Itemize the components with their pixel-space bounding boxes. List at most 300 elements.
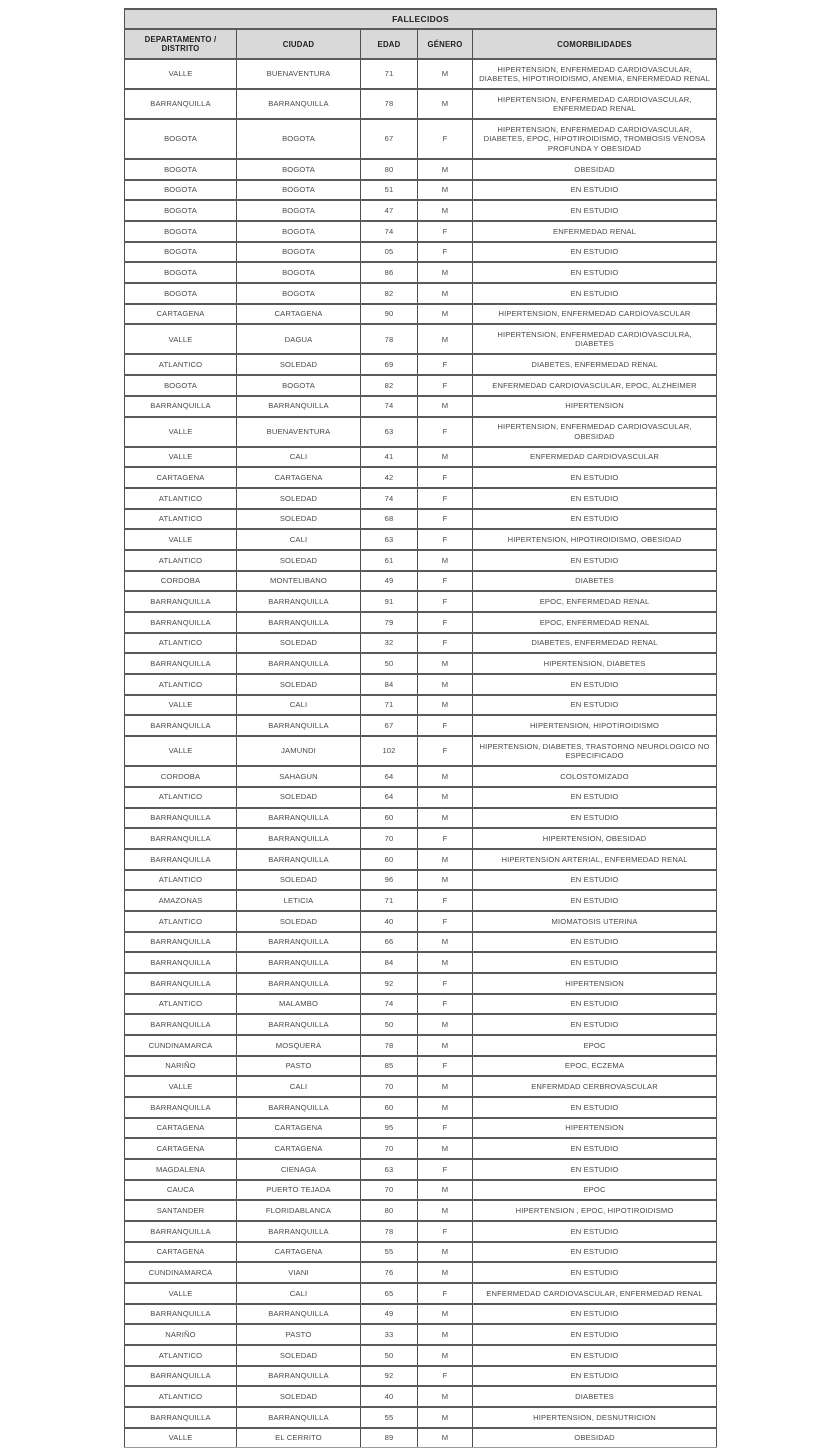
cell-ciudad: BARRANQUILLA xyxy=(237,653,361,674)
cell-comorbilidades: EN ESTUDIO xyxy=(473,1366,717,1387)
cell-ciudad: BARRANQUILLA xyxy=(237,973,361,994)
cell-departamento: BARRANQUILLA xyxy=(125,808,237,829)
cell-ciudad: MONTELIBANO xyxy=(237,571,361,592)
cell-comorbilidades: EN ESTUDIO xyxy=(473,994,717,1015)
cell-comorbilidades: EN ESTUDIO xyxy=(473,1097,717,1118)
table-row xyxy=(125,1056,717,1077)
cell-edad: 41 xyxy=(361,447,418,468)
cell-genero: M xyxy=(418,396,473,417)
cell-genero: F xyxy=(418,911,473,932)
cell-comorbilidades: HIPERTENSION , EPOC, HIPOTIROIDISMO xyxy=(473,1200,717,1221)
cell-edad: 47 xyxy=(361,200,418,221)
cell-genero: M xyxy=(418,932,473,953)
cell-comorbilidades: EN ESTUDIO xyxy=(473,467,717,488)
cell-comorbilidades: DIABETES xyxy=(473,1386,717,1407)
cell-comorbilidades: HIPERTENSION ARTERIAL, ENFERMEDAD RENAL xyxy=(473,849,717,870)
cell-departamento: BOGOTA xyxy=(125,262,237,283)
cell-edad: 78 xyxy=(361,1221,418,1242)
table-title: FALLECIDOS xyxy=(125,9,717,29)
table-row xyxy=(125,1283,717,1304)
cell-comorbilidades: HIPERTENSION xyxy=(473,1118,717,1139)
cell-comorbilidades: DIABETES, ENFERMEDAD RENAL xyxy=(473,354,717,375)
cell-comorbilidades: EN ESTUDIO xyxy=(473,1262,717,1283)
table-row xyxy=(125,695,717,716)
table-row xyxy=(125,994,717,1015)
cell-departamento: CAUCA xyxy=(125,1180,237,1201)
cell-genero: M xyxy=(418,283,473,304)
cell-comorbilidades: EN ESTUDIO xyxy=(473,1221,717,1242)
cell-comorbilidades: EN ESTUDIO xyxy=(473,1324,717,1345)
cell-departamento: ATLANTICO xyxy=(125,1345,237,1366)
cell-edad: 84 xyxy=(361,674,418,695)
cell-comorbilidades: EPOC, ENFERMEDAD RENAL xyxy=(473,591,717,612)
cell-genero: F xyxy=(418,571,473,592)
cell-edad: 42 xyxy=(361,467,418,488)
table-row xyxy=(125,1304,717,1325)
cell-comorbilidades: HIPERTENSION xyxy=(473,973,717,994)
cell-ciudad: BARRANQUILLA xyxy=(237,808,361,829)
cell-ciudad: FLORIDABLANCA xyxy=(237,1200,361,1221)
cell-edad: 74 xyxy=(361,221,418,242)
table-row xyxy=(125,354,717,375)
cell-edad: 76 xyxy=(361,1262,418,1283)
cell-comorbilidades: HIPERTENSION, ENFERMEDAD CARDIOVASCULAR, OBESIDAD xyxy=(473,417,717,447)
cell-departamento: BARRANQUILLA xyxy=(125,952,237,973)
table-row xyxy=(125,89,717,119)
cell-departamento: BARRANQUILLA xyxy=(125,1097,237,1118)
cell-ciudad: BOGOTA xyxy=(237,242,361,263)
cell-edad: 40 xyxy=(361,911,418,932)
cell-edad: 68 xyxy=(361,509,418,530)
cell-genero: F xyxy=(418,612,473,633)
table-row xyxy=(125,1386,717,1407)
cell-departamento: BOGOTA xyxy=(125,221,237,242)
cell-comorbilidades: EN ESTUDIO xyxy=(473,1242,717,1263)
cell-edad: 70 xyxy=(361,1138,418,1159)
cell-ciudad: CALI xyxy=(237,529,361,550)
cell-ciudad: BARRANQUILLA xyxy=(237,1014,361,1035)
cell-comorbilidades: EN ESTUDIO xyxy=(473,488,717,509)
table-row xyxy=(125,1200,717,1221)
cell-comorbilidades: EN ESTUDIO xyxy=(473,1345,717,1366)
cell-edad: 55 xyxy=(361,1242,418,1263)
cell-genero: F xyxy=(418,1283,473,1304)
cell-ciudad: SOLEDAD xyxy=(237,509,361,530)
cell-genero: F xyxy=(418,1056,473,1077)
cell-departamento: VALLE xyxy=(125,695,237,716)
cell-ciudad: BARRANQUILLA xyxy=(237,828,361,849)
cell-ciudad: BARRANQUILLA xyxy=(237,1407,361,1428)
cell-ciudad: BOGOTA xyxy=(237,159,361,180)
cell-genero: F xyxy=(418,354,473,375)
cell-genero: M xyxy=(418,447,473,468)
cell-edad: 67 xyxy=(361,715,418,736)
table-row xyxy=(125,787,717,808)
cell-comorbilidades: COLOSTOMIZADO xyxy=(473,766,717,787)
cell-departamento: BARRANQUILLA xyxy=(125,89,237,119)
cell-genero: F xyxy=(418,736,473,766)
cell-edad: 84 xyxy=(361,952,418,973)
cell-ciudad: SAHAGUN xyxy=(237,766,361,787)
cell-genero: M xyxy=(418,1428,473,1448)
cell-departamento: VALLE xyxy=(125,1283,237,1304)
cell-genero: M xyxy=(418,1138,473,1159)
cell-departamento: ATLANTICO xyxy=(125,354,237,375)
cell-edad: 61 xyxy=(361,550,418,571)
table-body xyxy=(125,59,717,1448)
cell-ciudad: BARRANQUILLA xyxy=(237,591,361,612)
table-row xyxy=(125,550,717,571)
cell-genero: M xyxy=(418,1386,473,1407)
table-row xyxy=(125,221,717,242)
cell-ciudad: PASTO xyxy=(237,1324,361,1345)
cell-ciudad: BARRANQUILLA xyxy=(237,849,361,870)
column-header-ciudad: CIUDAD xyxy=(237,29,361,59)
cell-genero: F xyxy=(418,973,473,994)
cell-departamento: ATLANTICO xyxy=(125,1386,237,1407)
cell-ciudad: CARTAGENA xyxy=(237,304,361,325)
cell-edad: 70 xyxy=(361,1180,418,1201)
cell-comorbilidades: ENFERMEDAD CARDIOVASCULAR, EPOC, ALZHEIMER xyxy=(473,375,717,396)
cell-genero: M xyxy=(418,695,473,716)
cell-edad: 79 xyxy=(361,612,418,633)
table-row xyxy=(125,1097,717,1118)
table-row xyxy=(125,447,717,468)
cell-edad: 65 xyxy=(361,1283,418,1304)
table-row xyxy=(125,488,717,509)
cell-ciudad: BARRANQUILLA xyxy=(237,396,361,417)
cell-comorbilidades: HIPERTENSION, ENFERMEDAD CARDIOVASCULAR, DIABETES, EPOC, HIPOTIROIDISMO, TROMBOSIS VENOSA PROFUNDA Y OBESIDAD xyxy=(473,119,717,159)
cell-genero: F xyxy=(418,488,473,509)
cell-ciudad: SOLEDAD xyxy=(237,1345,361,1366)
cell-departamento: BARRANQUILLA xyxy=(125,1407,237,1428)
cell-genero: F xyxy=(418,828,473,849)
cell-departamento: MAGDALENA xyxy=(125,1159,237,1180)
cell-comorbilidades: EN ESTUDIO xyxy=(473,283,717,304)
cell-departamento: BARRANQUILLA xyxy=(125,973,237,994)
cell-genero: F xyxy=(418,1118,473,1139)
cell-genero: M xyxy=(418,262,473,283)
cell-comorbilidades: EN ESTUDIO xyxy=(473,180,717,201)
table-row xyxy=(125,242,717,263)
cell-comorbilidades: HIPERTENSION, ENFERMEDAD CARDIOVASCULAR, DIABETES, HIPOTIROIDISMO, ANEMIA, ENFERMEDAD RENAL xyxy=(473,59,717,89)
cell-departamento: BARRANQUILLA xyxy=(125,849,237,870)
cell-departamento: BOGOTA xyxy=(125,180,237,201)
cell-departamento: CARTAGENA xyxy=(125,1138,237,1159)
cell-departamento: VALLE xyxy=(125,324,237,354)
cell-edad: 102 xyxy=(361,736,418,766)
cell-ciudad: CIENAGA xyxy=(237,1159,361,1180)
table-row xyxy=(125,375,717,396)
cell-genero: F xyxy=(418,1221,473,1242)
cell-departamento: ATLANTICO xyxy=(125,550,237,571)
cell-ciudad: BOGOTA xyxy=(237,375,361,396)
cell-ciudad: BOGOTA xyxy=(237,283,361,304)
cell-departamento: BARRANQUILLA xyxy=(125,715,237,736)
cell-ciudad: BARRANQUILLA xyxy=(237,1366,361,1387)
cell-departamento: BARRANQUILLA xyxy=(125,1221,237,1242)
cell-genero: F xyxy=(418,994,473,1015)
cell-ciudad: BOGOTA xyxy=(237,119,361,159)
cell-ciudad: MOSQUERA xyxy=(237,1035,361,1056)
table-row xyxy=(125,1407,717,1428)
cell-ciudad: BOGOTA xyxy=(237,180,361,201)
cell-departamento: BARRANQUILLA xyxy=(125,396,237,417)
cell-departamento: CARTAGENA xyxy=(125,467,237,488)
cell-comorbilidades: HIPERTENSION, ENFERMEDAD CARDIOVASCULAR xyxy=(473,304,717,325)
cell-departamento: CORDOBA xyxy=(125,766,237,787)
table-row xyxy=(125,1324,717,1345)
table-row xyxy=(125,653,717,674)
cell-comorbilidades: EN ESTUDIO xyxy=(473,890,717,911)
cell-edad: 85 xyxy=(361,1056,418,1077)
cell-comorbilidades: EN ESTUDIO xyxy=(473,509,717,530)
cell-edad: 74 xyxy=(361,994,418,1015)
cell-genero: F xyxy=(418,1366,473,1387)
cell-departamento: BOGOTA xyxy=(125,375,237,396)
cell-ciudad: MALAMBO xyxy=(237,994,361,1015)
cell-edad: 90 xyxy=(361,304,418,325)
cell-genero: M xyxy=(418,952,473,973)
cell-ciudad: CARTAGENA xyxy=(237,1138,361,1159)
cell-comorbilidades: OBESIDAD xyxy=(473,159,717,180)
cell-genero: F xyxy=(418,119,473,159)
table-row xyxy=(125,119,717,159)
cell-genero: M xyxy=(418,1324,473,1345)
cell-edad: 80 xyxy=(361,1200,418,1221)
cell-ciudad: BARRANQUILLA xyxy=(237,1304,361,1325)
cell-departamento: BOGOTA xyxy=(125,119,237,159)
cell-ciudad: BARRANQUILLA xyxy=(237,715,361,736)
cell-departamento: BOGOTA xyxy=(125,159,237,180)
cell-comorbilidades: EN ESTUDIO xyxy=(473,1138,717,1159)
cell-genero: F xyxy=(418,529,473,550)
cell-departamento: VALLE xyxy=(125,736,237,766)
cell-comorbilidades: DIABETES, ENFERMEDAD RENAL xyxy=(473,633,717,654)
cell-genero: M xyxy=(418,304,473,325)
cell-ciudad: CALI xyxy=(237,695,361,716)
cell-comorbilidades: EN ESTUDIO xyxy=(473,952,717,973)
cell-departamento: NARIÑO xyxy=(125,1056,237,1077)
cell-ciudad: SOLEDAD xyxy=(237,550,361,571)
table-row xyxy=(125,59,717,89)
cell-comorbilidades: EN ESTUDIO xyxy=(473,695,717,716)
cell-comorbilidades: HIPERTENSION, OBESIDAD xyxy=(473,828,717,849)
cell-ciudad: PUERTO TEJADA xyxy=(237,1180,361,1201)
cell-edad: 49 xyxy=(361,1304,418,1325)
cell-genero: M xyxy=(418,59,473,89)
cell-edad: 74 xyxy=(361,488,418,509)
cell-edad: 64 xyxy=(361,766,418,787)
cell-ciudad: DAGUA xyxy=(237,324,361,354)
cell-comorbilidades: HIPERTENSION, DIABETES xyxy=(473,653,717,674)
cell-comorbilidades: EN ESTUDIO xyxy=(473,242,717,263)
table-row xyxy=(125,1180,717,1201)
cell-departamento: AMAZONAS xyxy=(125,890,237,911)
table-row xyxy=(125,612,717,633)
table-row xyxy=(125,417,717,447)
table-row xyxy=(125,283,717,304)
table-title-row xyxy=(125,9,717,29)
table-row xyxy=(125,828,717,849)
cell-comorbilidades: EN ESTUDIO xyxy=(473,870,717,891)
cell-departamento: ATLANTICO xyxy=(125,911,237,932)
cell-genero: M xyxy=(418,787,473,808)
cell-comorbilidades: EN ESTUDIO xyxy=(473,1304,717,1325)
cell-genero: F xyxy=(418,375,473,396)
cell-edad: 91 xyxy=(361,591,418,612)
table-row xyxy=(125,1159,717,1180)
cell-edad: 05 xyxy=(361,242,418,263)
cell-departamento: BOGOTA xyxy=(125,242,237,263)
cell-departamento: VALLE xyxy=(125,529,237,550)
cell-genero: F xyxy=(418,221,473,242)
cell-comorbilidades: HIPERTENSION, DESNUTRICION xyxy=(473,1407,717,1428)
cell-ciudad: SOLEDAD xyxy=(237,1386,361,1407)
cell-departamento: VALLE xyxy=(125,1076,237,1097)
table-row xyxy=(125,1138,717,1159)
cell-genero: M xyxy=(418,1200,473,1221)
cell-edad: 50 xyxy=(361,1345,418,1366)
cell-edad: 96 xyxy=(361,870,418,891)
table-row xyxy=(125,529,717,550)
cell-edad: 80 xyxy=(361,159,418,180)
cell-ciudad: CARTAGENA xyxy=(237,1242,361,1263)
cell-ciudad: SOLEDAD xyxy=(237,354,361,375)
cell-edad: 89 xyxy=(361,1428,418,1448)
table-row xyxy=(125,1262,717,1283)
table-row xyxy=(125,1428,717,1448)
cell-edad: 78 xyxy=(361,89,418,119)
cell-edad: 49 xyxy=(361,571,418,592)
cell-departamento: SANTANDER xyxy=(125,1200,237,1221)
cell-edad: 63 xyxy=(361,417,418,447)
cell-ciudad: SOLEDAD xyxy=(237,870,361,891)
cell-departamento: ATLANTICO xyxy=(125,633,237,654)
cell-departamento: VALLE xyxy=(125,59,237,89)
cell-departamento: ATLANTICO xyxy=(125,674,237,695)
cell-edad: 69 xyxy=(361,354,418,375)
cell-departamento: CARTAGENA xyxy=(125,1242,237,1263)
cell-edad: 92 xyxy=(361,1366,418,1387)
cell-comorbilidades: EPOC, ENFERMEDAD RENAL xyxy=(473,612,717,633)
cell-edad: 74 xyxy=(361,396,418,417)
cell-departamento: CORDOBA xyxy=(125,571,237,592)
table-row xyxy=(125,633,717,654)
cell-ciudad: SOLEDAD xyxy=(237,633,361,654)
cell-comorbilidades: ENFERMDAD CERBROVASCULAR xyxy=(473,1076,717,1097)
table-row xyxy=(125,870,717,891)
cell-edad: 63 xyxy=(361,529,418,550)
cell-comorbilidades: EN ESTUDIO xyxy=(473,808,717,829)
table-row xyxy=(125,262,717,283)
cell-genero: M xyxy=(418,1345,473,1366)
cell-genero: M xyxy=(418,89,473,119)
cell-edad: 82 xyxy=(361,375,418,396)
cell-ciudad: CARTAGENA xyxy=(237,1118,361,1139)
cell-genero: M xyxy=(418,1097,473,1118)
table-row xyxy=(125,1014,717,1035)
cell-edad: 50 xyxy=(361,1014,418,1035)
table-row xyxy=(125,1221,717,1242)
cell-genero: F xyxy=(418,417,473,447)
cell-edad: 60 xyxy=(361,808,418,829)
cell-genero: F xyxy=(418,633,473,654)
cell-departamento: ATLANTICO xyxy=(125,994,237,1015)
cell-edad: 33 xyxy=(361,1324,418,1345)
cell-comorbilidades: ENFERMEDAD CARDIOVASCULAR, ENFERMEDAD RENAL xyxy=(473,1283,717,1304)
cell-ciudad: BOGOTA xyxy=(237,262,361,283)
table-row xyxy=(125,1118,717,1139)
cell-genero: M xyxy=(418,808,473,829)
cell-departamento: BARRANQUILLA xyxy=(125,828,237,849)
cell-comorbilidades: ENFERMEDAD RENAL xyxy=(473,221,717,242)
cell-comorbilidades: EN ESTUDIO xyxy=(473,1014,717,1035)
cell-ciudad: PASTO xyxy=(237,1056,361,1077)
cell-edad: 95 xyxy=(361,1118,418,1139)
cell-edad: 92 xyxy=(361,973,418,994)
cell-genero: M xyxy=(418,1304,473,1325)
cell-ciudad: BARRANQUILLA xyxy=(237,952,361,973)
cell-edad: 50 xyxy=(361,653,418,674)
cell-genero: M xyxy=(418,674,473,695)
cell-comorbilidades: EN ESTUDIO xyxy=(473,932,717,953)
table-row xyxy=(125,1242,717,1263)
cell-ciudad: BUENAVENTURA xyxy=(237,417,361,447)
cell-ciudad: LETICIA xyxy=(237,890,361,911)
cell-ciudad: VIANI xyxy=(237,1262,361,1283)
cell-departamento: ATLANTICO xyxy=(125,509,237,530)
table-row xyxy=(125,766,717,787)
table-row xyxy=(125,1076,717,1097)
cell-departamento: BARRANQUILLA xyxy=(125,612,237,633)
cell-genero: M xyxy=(418,1014,473,1035)
table-row xyxy=(125,324,717,354)
column-header-genero: GÉNERO xyxy=(418,29,473,59)
cell-departamento: ATLANTICO xyxy=(125,488,237,509)
cell-comorbilidades: HIPERTENSION, HIPOTIROIDISMO xyxy=(473,715,717,736)
cell-departamento: VALLE xyxy=(125,417,237,447)
cell-genero: M xyxy=(418,870,473,891)
cell-genero: F xyxy=(418,467,473,488)
cell-edad: 55 xyxy=(361,1407,418,1428)
cell-comorbilidades: EN ESTUDIO xyxy=(473,262,717,283)
cell-departamento: CARTAGENA xyxy=(125,304,237,325)
cell-genero: M xyxy=(418,550,473,571)
cell-edad: 71 xyxy=(361,890,418,911)
cell-ciudad: BOGOTA xyxy=(237,200,361,221)
table-row xyxy=(125,952,717,973)
cell-departamento: NARIÑO xyxy=(125,1324,237,1345)
cell-edad: 32 xyxy=(361,633,418,654)
cell-genero: M xyxy=(418,1180,473,1201)
cell-comorbilidades: DIABETES xyxy=(473,571,717,592)
cell-departamento: BARRANQUILLA xyxy=(125,1366,237,1387)
cell-genero: M xyxy=(418,1242,473,1263)
cell-edad: 64 xyxy=(361,787,418,808)
table-row xyxy=(125,808,717,829)
cell-genero: M xyxy=(418,180,473,201)
cell-ciudad: CALI xyxy=(237,1283,361,1304)
cell-comorbilidades: EPOC, ECZEMA xyxy=(473,1056,717,1077)
cell-ciudad: BUENAVENTURA xyxy=(237,59,361,89)
table-row xyxy=(125,159,717,180)
table-row xyxy=(125,467,717,488)
cell-departamento: VALLE xyxy=(125,447,237,468)
cell-edad: 51 xyxy=(361,180,418,201)
table-row xyxy=(125,1366,717,1387)
table-row xyxy=(125,932,717,953)
